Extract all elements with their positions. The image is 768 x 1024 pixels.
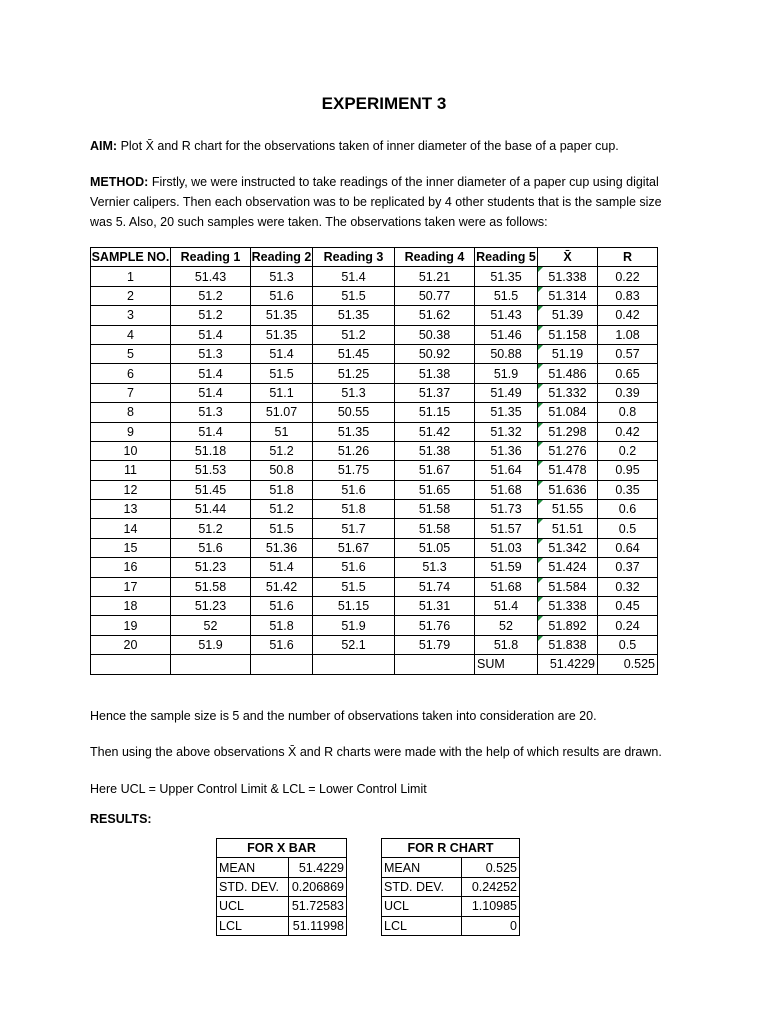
r-result-stat-label: MEAN xyxy=(382,858,462,877)
table-cell: 51.9 xyxy=(475,364,538,383)
xbar-result-stat-label: STD. DEV. xyxy=(217,877,289,896)
table-cell: 51.7 xyxy=(313,519,395,538)
r-result-row xyxy=(382,858,520,877)
table-cell: 51.478 xyxy=(538,461,598,480)
table-cell: 51.58 xyxy=(395,519,475,538)
sum-label: SUM xyxy=(475,655,538,674)
table-cell: 51.62 xyxy=(395,306,475,325)
table-row xyxy=(91,500,658,519)
table-cell: 51.5 xyxy=(251,519,313,538)
table-cell: 51.15 xyxy=(395,403,475,422)
table-cell: 0.5 xyxy=(598,635,658,654)
table-cell: 3 xyxy=(91,306,171,325)
table-cell: 50.88 xyxy=(475,344,538,363)
table-row xyxy=(91,286,658,305)
table-cell: 51.43 xyxy=(475,306,538,325)
table-cell: 51.3 xyxy=(171,403,251,422)
table-cell: 51.21 xyxy=(395,267,475,286)
table-cell: 50.38 xyxy=(395,325,475,344)
table-cell: 10 xyxy=(91,441,171,460)
method-label: METHOD: xyxy=(90,175,149,189)
table-cell: 17 xyxy=(91,577,171,596)
table-row xyxy=(91,577,658,596)
table-cell: 51.2 xyxy=(251,441,313,460)
table-cell: 51.03 xyxy=(475,538,538,557)
table-cell: 51.76 xyxy=(395,616,475,635)
table-cell: 0.65 xyxy=(598,364,658,383)
table-cell: 51.9 xyxy=(313,616,395,635)
table-cell: 51.2 xyxy=(251,500,313,519)
r-result-row xyxy=(382,916,520,935)
table-cell: 0.64 xyxy=(598,538,658,557)
table-cell: 51.38 xyxy=(395,364,475,383)
table-cell: 50.55 xyxy=(313,403,395,422)
table-row xyxy=(91,461,658,480)
sum-xbar-value: 51.4229 xyxy=(538,655,598,674)
table-cell: 51.45 xyxy=(171,480,251,499)
table-cell: 51.6 xyxy=(251,635,313,654)
table-cell: 51.53 xyxy=(171,461,251,480)
table-cell: 51.5 xyxy=(313,286,395,305)
r-result-row xyxy=(382,897,520,916)
table-cell: 51.4 xyxy=(171,325,251,344)
table-cell: 7 xyxy=(91,383,171,402)
sum-row xyxy=(91,655,658,674)
xbar-result-row xyxy=(217,858,347,877)
table-cell: 51.584 xyxy=(538,577,598,596)
r-result-stat-label: LCL xyxy=(382,916,462,935)
table-cell: 51.05 xyxy=(395,538,475,557)
limits-note: Here UCL = Upper Control Limit & LCL = Lower Control Limit xyxy=(90,782,427,796)
table-cell: 51.32 xyxy=(475,422,538,441)
table-cell: 51.4 xyxy=(171,422,251,441)
table-cell: 51.35 xyxy=(313,422,395,441)
table-row xyxy=(91,597,658,616)
table-row xyxy=(91,616,658,635)
table-cell: 16 xyxy=(91,558,171,577)
r-results-table xyxy=(381,838,520,936)
table-cell: 51.23 xyxy=(171,597,251,616)
table-cell: 51.35 xyxy=(475,267,538,286)
table-row xyxy=(91,403,658,422)
table-cell: 5 xyxy=(91,344,171,363)
table-row xyxy=(91,383,658,402)
page-title: EXPERIMENT 3 xyxy=(321,94,447,113)
table-cell: 51.45 xyxy=(313,344,395,363)
sum-r-value: 0.525 xyxy=(598,655,658,674)
table-cell: 51.8 xyxy=(313,500,395,519)
table-row xyxy=(91,519,658,538)
table-cell: 51.43 xyxy=(171,267,251,286)
table-cell: 51.892 xyxy=(538,616,598,635)
table-cell: 50.77 xyxy=(395,286,475,305)
table-cell: 20 xyxy=(91,635,171,654)
aim-paragraph xyxy=(90,136,680,156)
table-cell: 51.42 xyxy=(395,422,475,441)
method-paragraph xyxy=(90,172,680,232)
table-cell: 51.5 xyxy=(475,286,538,305)
table-body xyxy=(91,267,658,674)
sample-size-note: Hence the sample size is 5 and the number of observations taken into consideration are 20. xyxy=(90,709,597,723)
table-cell: 51.64 xyxy=(475,461,538,480)
xbar-results-header: FOR X BAR xyxy=(217,839,347,858)
table-cell: 51.4 xyxy=(313,267,395,286)
table-cell: 51.8 xyxy=(475,635,538,654)
table-cell: 0.45 xyxy=(598,597,658,616)
table-cell: 51.31 xyxy=(395,597,475,616)
table-cell: 51.35 xyxy=(475,403,538,422)
table-cell: 51.6 xyxy=(171,538,251,557)
table-cell: 51.57 xyxy=(475,519,538,538)
table-cell: 51.55 xyxy=(538,500,598,519)
aim-text: Plot X̄ and R chart for the observations taken of inner diameter of the base of a paper cup. xyxy=(120,139,619,153)
table-cell: 51.314 xyxy=(538,286,598,305)
table-cell: 51.5 xyxy=(251,364,313,383)
table-cell: 0.24 xyxy=(598,616,658,635)
observations-table xyxy=(90,247,658,675)
table-cell: 51.35 xyxy=(251,325,313,344)
column-header: Reading 1 xyxy=(171,248,251,267)
table-cell: 51.46 xyxy=(475,325,538,344)
table-cell: 51 xyxy=(251,422,313,441)
table-cell: 51.36 xyxy=(251,538,313,557)
table-cell: 51.9 xyxy=(171,635,251,654)
results-label: RESULTS: xyxy=(90,812,152,826)
table-row xyxy=(91,422,658,441)
table-cell: 51.67 xyxy=(313,538,395,557)
column-header: Reading 5 xyxy=(475,248,538,267)
table-cell: 51.332 xyxy=(538,383,598,402)
table-cell: 51.68 xyxy=(475,577,538,596)
table-cell: 0.32 xyxy=(598,577,658,596)
table-cell: 51.8 xyxy=(251,480,313,499)
table-cell: 51.39 xyxy=(538,306,598,325)
column-header: Reading 3 xyxy=(313,248,395,267)
table-cell: 51.35 xyxy=(251,306,313,325)
table-cell: 51.4 xyxy=(475,597,538,616)
table-cell: 51.3 xyxy=(251,267,313,286)
table-cell: 2 xyxy=(91,286,171,305)
aim-label: AIM: xyxy=(90,139,118,153)
table-cell: 0.22 xyxy=(598,267,658,286)
table-cell: 51.42 xyxy=(251,577,313,596)
table-cell: 0.8 xyxy=(598,403,658,422)
table-row xyxy=(91,558,658,577)
table-cell: 51.68 xyxy=(475,480,538,499)
table-cell: 51.19 xyxy=(538,344,598,363)
column-header: Reading 4 xyxy=(395,248,475,267)
r-result-row xyxy=(382,877,520,896)
xbar-result-row xyxy=(217,916,347,935)
table-cell: 15 xyxy=(91,538,171,557)
table-cell: 51.6 xyxy=(251,597,313,616)
table-cell: 51.342 xyxy=(538,538,598,557)
table-cell: 0.37 xyxy=(598,558,658,577)
table-cell: 51.35 xyxy=(313,306,395,325)
table-cell: 51.4 xyxy=(171,383,251,402)
table-cell: 1.08 xyxy=(598,325,658,344)
column-header: X̄ xyxy=(538,248,598,267)
table-cell: 51.23 xyxy=(171,558,251,577)
table-cell: 51.51 xyxy=(538,519,598,538)
empty-cell xyxy=(171,655,251,674)
table-cell: 14 xyxy=(91,519,171,538)
r-result-stat-label: UCL xyxy=(382,897,462,916)
table-row xyxy=(91,306,658,325)
table-cell: 51.338 xyxy=(538,597,598,616)
xbar-result-stat-label: UCL xyxy=(217,897,289,916)
table-cell: 51.4 xyxy=(171,364,251,383)
xbar-result-stat-label: LCL xyxy=(217,916,289,935)
xbar-result-stat-value: 0.206869 xyxy=(289,877,347,896)
table-cell: 51.6 xyxy=(313,558,395,577)
table-cell: 51.6 xyxy=(251,286,313,305)
table-cell: 51.084 xyxy=(538,403,598,422)
table-cell: 51.636 xyxy=(538,480,598,499)
table-cell: 0.83 xyxy=(598,286,658,305)
table-cell: 52 xyxy=(171,616,251,635)
table-cell: 51.2 xyxy=(171,519,251,538)
empty-cell xyxy=(313,655,395,674)
r-result-stat-value: 1.10985 xyxy=(462,897,520,916)
table-cell: 51.74 xyxy=(395,577,475,596)
table-cell: 51.838 xyxy=(538,635,598,654)
table-cell: 51.158 xyxy=(538,325,598,344)
table-cell: 51.4 xyxy=(251,558,313,577)
xbar-result-stat-value: 51.11998 xyxy=(289,916,347,935)
table-row xyxy=(91,325,658,344)
table-cell: 51.07 xyxy=(251,403,313,422)
method-text: Firstly, we were instructed to take readings of the inner diameter of a paper cup using digital Vernier calipers. Then each observation was to be replicated by 4 other students that is the sample size was 5. Also, 20 such samples were taken. The observations taken were as follows: xyxy=(90,175,662,229)
r-result-stat-value: 0 xyxy=(462,916,520,935)
table-cell: 51.2 xyxy=(171,286,251,305)
column-header: Reading 2 xyxy=(251,248,313,267)
charts-note: Then using the above observations X̄ and R charts were made with the help of which results are drawn. xyxy=(90,745,662,759)
xbar-result-stat-value: 51.4229 xyxy=(289,858,347,877)
table-cell: 4 xyxy=(91,325,171,344)
xbar-result-stat-value: 51.72583 xyxy=(289,897,347,916)
table-cell: 51.15 xyxy=(313,597,395,616)
table-row xyxy=(91,441,658,460)
table-cell: 50.8 xyxy=(251,461,313,480)
table-cell: 11 xyxy=(91,461,171,480)
table-cell: 51.338 xyxy=(538,267,598,286)
table-row xyxy=(91,364,658,383)
table-cell: 0.42 xyxy=(598,306,658,325)
table-cell: 51.58 xyxy=(395,500,475,519)
table-cell: 51.75 xyxy=(313,461,395,480)
r-result-stat-label: STD. DEV. xyxy=(382,877,462,896)
xbar-results-table xyxy=(216,838,347,936)
table-cell: 51.67 xyxy=(395,461,475,480)
r-result-stat-value: 0.24252 xyxy=(462,877,520,896)
xbar-result-row xyxy=(217,897,347,916)
table-cell: 51.4 xyxy=(251,344,313,363)
table-cell: 0.2 xyxy=(598,441,658,460)
r-results-header: FOR R CHART xyxy=(382,839,520,858)
table-cell: 0.57 xyxy=(598,344,658,363)
table-cell: 51.18 xyxy=(171,441,251,460)
table-cell: 51.59 xyxy=(475,558,538,577)
empty-cell xyxy=(251,655,313,674)
table-cell: 51.3 xyxy=(395,558,475,577)
table-cell: 52 xyxy=(475,616,538,635)
table-cell: 51.6 xyxy=(313,480,395,499)
table-cell: 51.2 xyxy=(313,325,395,344)
table-cell: 51.424 xyxy=(538,558,598,577)
table-header-row xyxy=(91,248,658,267)
table-cell: 8 xyxy=(91,403,171,422)
table-cell: 51.79 xyxy=(395,635,475,654)
table-cell: 18 xyxy=(91,597,171,616)
table-row xyxy=(91,538,658,557)
table-cell: 51.25 xyxy=(313,364,395,383)
table-cell: 51.37 xyxy=(395,383,475,402)
table-cell: 51.26 xyxy=(313,441,395,460)
table-cell: 51.486 xyxy=(538,364,598,383)
table-cell: 0.39 xyxy=(598,383,658,402)
xbar-result-row xyxy=(217,877,347,896)
table-cell: 51.5 xyxy=(313,577,395,596)
table-cell: 51.8 xyxy=(251,616,313,635)
table-cell: 0.42 xyxy=(598,422,658,441)
table-row xyxy=(91,635,658,654)
xbar-result-stat-label: MEAN xyxy=(217,858,289,877)
empty-cell xyxy=(395,655,475,674)
table-cell: 12 xyxy=(91,480,171,499)
table-cell: 51.36 xyxy=(475,441,538,460)
table-cell: 52.1 xyxy=(313,635,395,654)
table-cell: 51.1 xyxy=(251,383,313,402)
table-row xyxy=(91,480,658,499)
table-cell: 0.6 xyxy=(598,500,658,519)
table-cell: 0.95 xyxy=(598,461,658,480)
r-result-stat-value: 0.525 xyxy=(462,858,520,877)
table-cell: 51.3 xyxy=(171,344,251,363)
empty-cell xyxy=(91,655,171,674)
table-cell: 19 xyxy=(91,616,171,635)
table-cell: 50.92 xyxy=(395,344,475,363)
table-cell: 6 xyxy=(91,364,171,383)
table-cell: 51.49 xyxy=(475,383,538,402)
table-cell: 51.298 xyxy=(538,422,598,441)
column-header: R xyxy=(598,248,658,267)
table-cell: 51.2 xyxy=(171,306,251,325)
table-cell: 51.276 xyxy=(538,441,598,460)
table-cell: 51.73 xyxy=(475,500,538,519)
table-cell: 13 xyxy=(91,500,171,519)
table-cell: 1 xyxy=(91,267,171,286)
table-cell: 51.38 xyxy=(395,441,475,460)
table-cell: 51.58 xyxy=(171,577,251,596)
column-header: SAMPLE NO. xyxy=(91,248,171,267)
table-cell: 51.65 xyxy=(395,480,475,499)
table-cell: 51.3 xyxy=(313,383,395,402)
table-cell: 0.5 xyxy=(598,519,658,538)
table-row xyxy=(91,344,658,363)
table-row xyxy=(91,267,658,286)
table-cell: 0.35 xyxy=(598,480,658,499)
table-cell: 51.44 xyxy=(171,500,251,519)
table-cell: 9 xyxy=(91,422,171,441)
